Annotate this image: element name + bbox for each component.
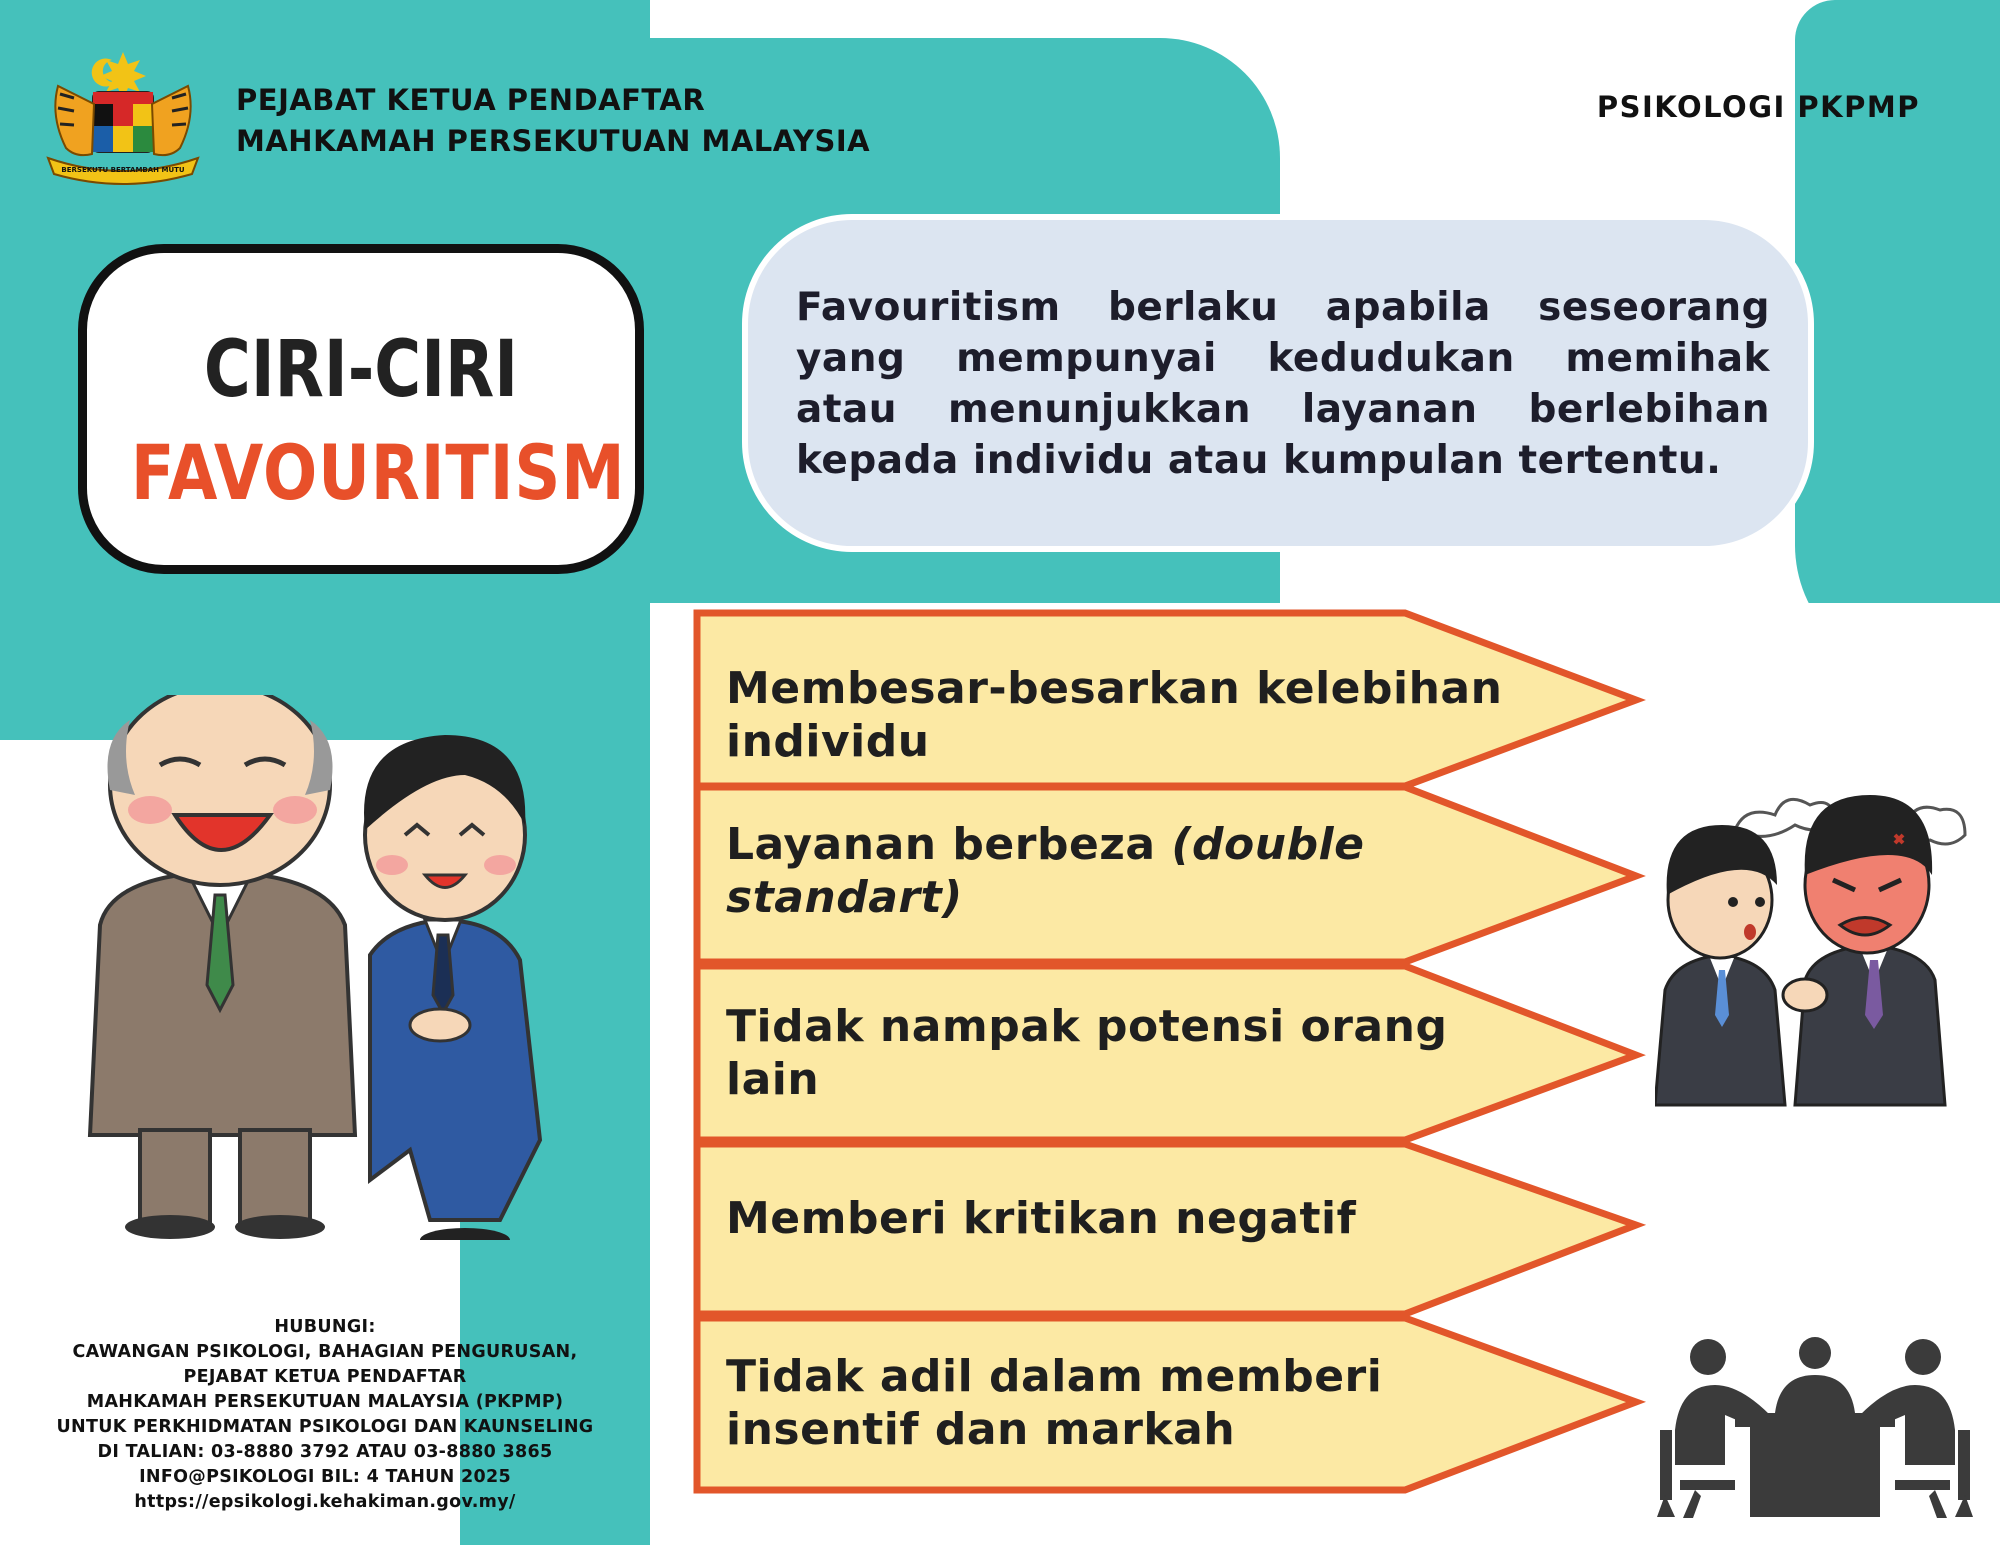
item-1-line-1: Membesar-besarkan kelebihan — [726, 663, 1503, 714]
item-2-line-2 — [726, 871, 1526, 924]
characteristic-item-2 — [726, 818, 1526, 924]
contact-line-7: INFO@PSIKOLOGI BIL: 4 TAHUN 2025 — [139, 1467, 511, 1487]
org-line-2: MAHKAMAH PERSEKUTUAN MALAYSIA — [236, 124, 871, 158]
meeting-table-icon — [1655, 1335, 1975, 1520]
crest-ribbon-text: BERSEKUTU BERTAMBAH MUTU — [61, 166, 185, 174]
angry-boss-illustration — [1655, 780, 1975, 1110]
contact-line-1: HUBUNGI: — [274, 1317, 376, 1337]
item-2-italic-b: standart) — [726, 872, 963, 923]
item-2-italic-a: (double — [1171, 819, 1365, 870]
item-3-line-2: lain — [726, 1054, 820, 1105]
contact-website-link[interactable]: https://epsikologi.kehakiman.gov.my/ — [134, 1492, 516, 1512]
item-5-line-1: Tidak adil dalam memberi — [726, 1351, 1383, 1402]
item-2-line-1 — [726, 818, 1526, 871]
title-line-2: FAVOURITISM — [130, 428, 626, 517]
contact-info — [20, 1315, 630, 1515]
item-2-text: Layanan berbeza — [726, 819, 1172, 870]
item-4-line-1: Memberi kritikan negatif — [726, 1193, 1357, 1244]
laughing-boss-illustration — [70, 695, 630, 1240]
contact-line-6: DI TALIAN: 03-8880 3792 ATAU 03-8880 3865 — [97, 1442, 553, 1462]
department-label: PSIKOLOGI PKPMP — [1596, 90, 1920, 124]
contact-line-4: MAHKAMAH PERSEKUTUAN MALAYSIA (PKPMP) — [86, 1392, 564, 1412]
characteristic-item-5 — [726, 1350, 1526, 1456]
contact-line-5: UNTUK PERKHIDMATAN PSIKOLOGI DAN KAUNSELING — [56, 1417, 594, 1437]
item-5-line-2: insentif dan markah — [726, 1404, 1236, 1455]
title-line-1: CIRI-CIRI — [203, 325, 519, 415]
contact-line-3: PEJABAT KETUA PENDAFTAR — [183, 1367, 467, 1387]
item-1-line-2: individu — [726, 716, 930, 767]
org-line-1: PEJABAT KETUA PENDAFTAR — [236, 83, 706, 117]
item-3-line-1: Tidak nampak potensi orang — [726, 1001, 1448, 1052]
definition-text: Favouritism berlaku apabila seseorang yang mempunyai kedudukan memihak atau menunjukkan layanan berlebihan kepada individu atau kumpulan tertentu. — [796, 285, 1770, 483]
characteristic-item-1 — [726, 662, 1526, 768]
characteristic-item-3 — [726, 1000, 1526, 1106]
contact-line-2: CAWANGAN PSIKOLOGI, BAHAGIAN PENGURUSAN, — [72, 1342, 578, 1362]
characteristic-item-4 — [726, 1192, 1526, 1245]
